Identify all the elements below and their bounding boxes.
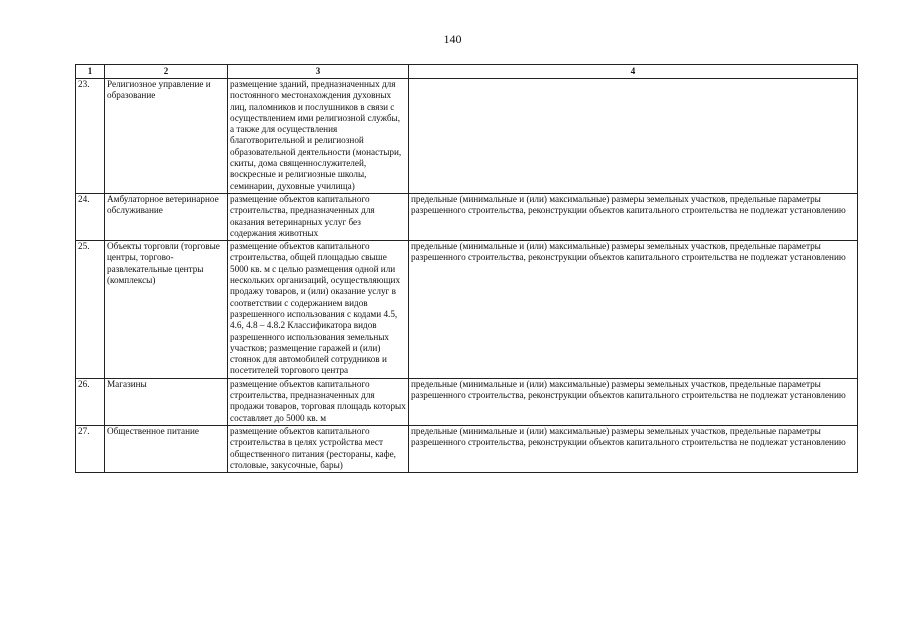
land-use-name: Магазины [105,378,228,425]
row-number: 24. [76,193,105,240]
land-use-description: размещение объектов капитального строительства, общей площадью свыше 5000 кв. м с целью размещения одной или нескольких организаций, осуществляющих продажу товаров, и (или) оказание услуг в соответствии с содержанием видов разрешенного использования с кодами 4.5, 4.6, 4.8 – 4.8.2 Классификатора видов разрешенного использования земельных участков; размещение гаражей и (или) стоянок для автомобилей сотрудников и посетителей торгового центра [228,241,409,379]
land-use-name: Общественное питание [105,425,228,472]
table-row [76,378,858,425]
land-use-parameters [409,79,858,194]
table-row [76,241,858,379]
column-header: 1 [76,65,105,79]
table-row [76,193,858,240]
land-use-parameters: предельные (минимальные и (или) максимальные) размеры земельных участков, предельные параметры разрешенного строительства, реконструкции объектов капитального строительства не подлежат установлению [409,241,858,379]
row-number: 23. [76,79,105,194]
page-number: 140 [443,32,462,46]
land-use-description: размещение зданий, предназначенных для постоянного местонахождения духовных лиц, паломников и послушников в связи с осуществлением ими религиозной службы, а также для осуществления благотворительной и религиозной образовательной деятельности (монастыри, скиты, дома священнослужителей, воскресные и религиозные школы, семинарии, духовные училища) [228,79,409,194]
column-header: 2 [105,65,228,79]
row-number: 27. [76,425,105,472]
table-row [76,79,858,194]
land-use-name: Религиозное управление и образование [105,79,228,194]
land-use-description: размещение объектов капитального строительства, предназначенных для оказания ветеринарных услуг без содержания животных [228,193,409,240]
table-header [76,65,858,79]
land-use-table [75,64,858,473]
land-use-name: Амбулаторное ветеринарное обслуживание [105,193,228,240]
row-number: 26. [76,378,105,425]
column-header: 4 [409,65,858,79]
land-use-parameters: предельные (минимальные и (или) максимальные) размеры земельных участков, предельные параметры разрешенного строительства, реконструкции объектов капитального строительства не подлежат установлению [409,378,858,425]
row-number: 25. [76,241,105,379]
table-row [76,425,858,472]
land-use-description: размещение объектов капитального строительства в целях устройства мест общественного питания (рестораны, кафе, столовые, закусочные, бары) [228,425,409,472]
land-use-parameters: предельные (минимальные и (или) максимальные) размеры земельных участков, предельные параметры разрешенного строительства, реконструкции объектов капитального строительства не подлежат установлению [409,193,858,240]
column-header: 3 [228,65,409,79]
land-use-name: Объекты торговли (торговые центры, торгово-развлекательные центры (комплексы) [105,241,228,379]
land-use-description: размещение объектов капитального строительства, предназначенных для продажи товаров, торговая площадь которых составляет до 5000 кв. м [228,378,409,425]
land-use-parameters: предельные (минимальные и (или) максимальные) размеры земельных участков, предельные параметры разрешенного строительства, реконструкции объектов капитального строительства не подлежат установлению [409,425,858,472]
